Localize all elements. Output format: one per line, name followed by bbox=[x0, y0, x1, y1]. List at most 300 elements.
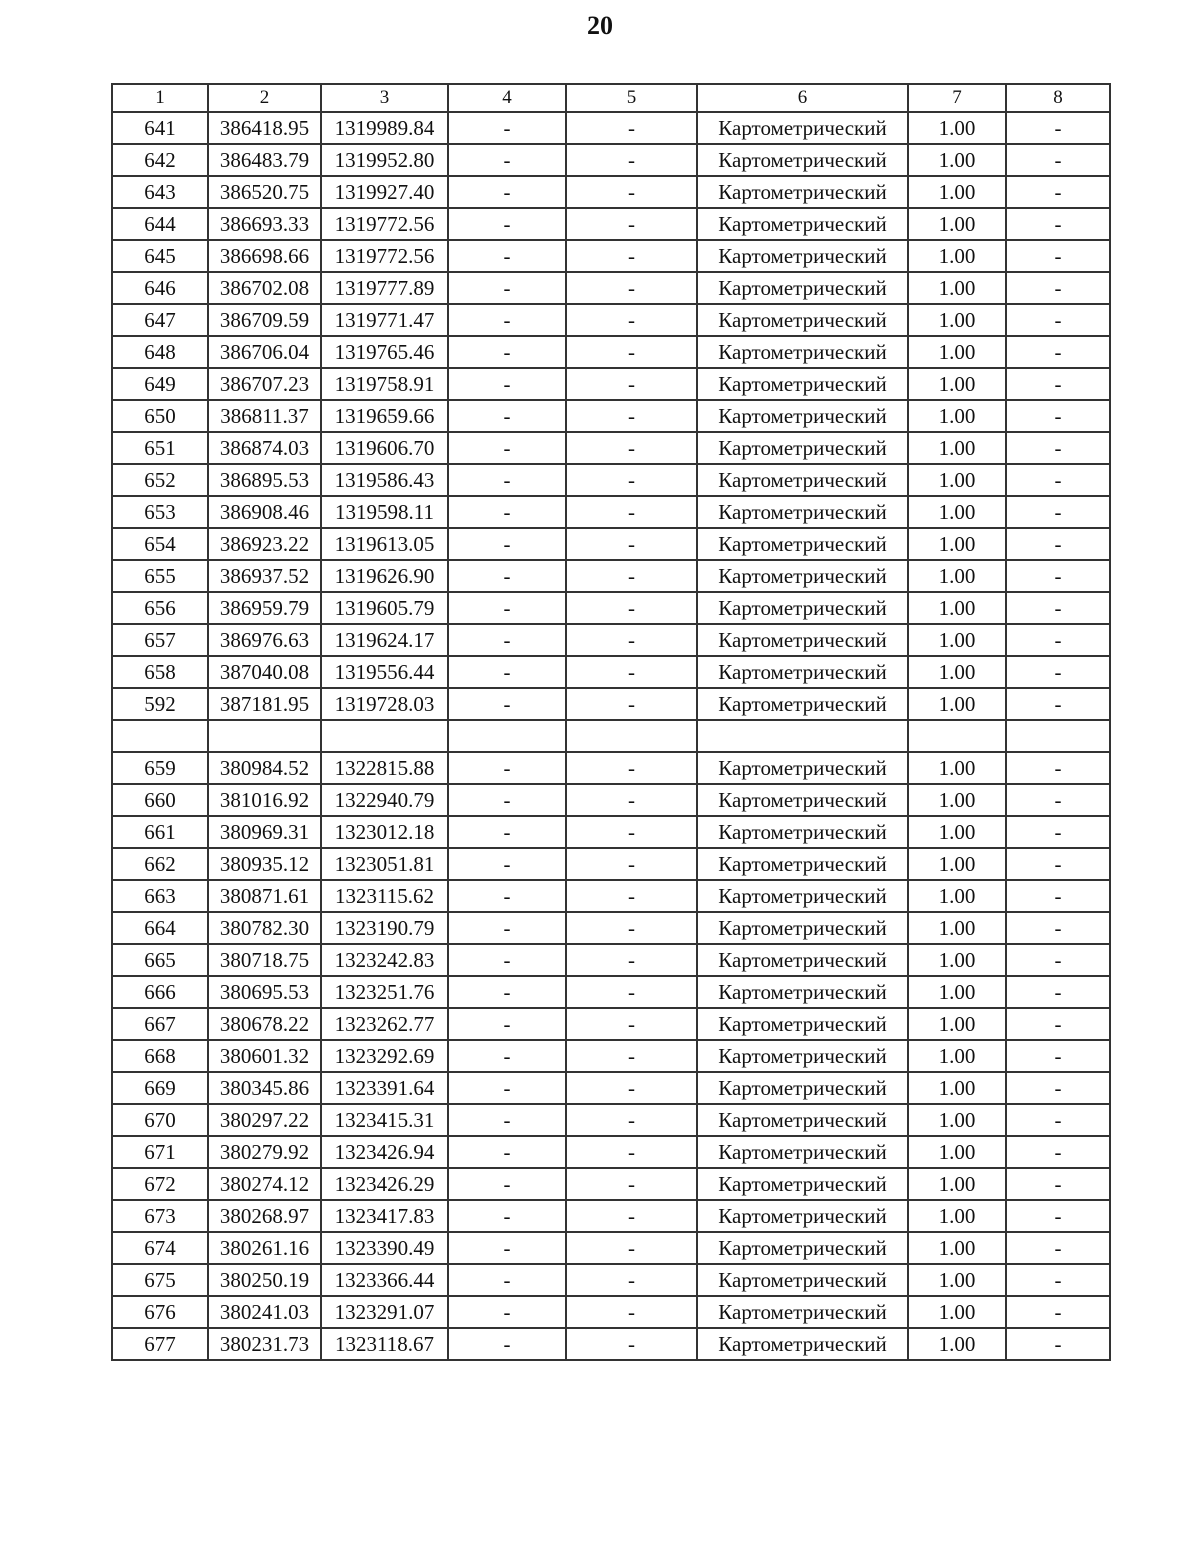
point-number-cell: 670 bbox=[112, 1104, 208, 1136]
accuracy-cell: 1.00 bbox=[908, 1200, 1006, 1232]
table-body bbox=[112, 84, 1110, 1360]
column-4-cell: - bbox=[448, 912, 566, 944]
column-4-cell: - bbox=[448, 1072, 566, 1104]
y-coordinate-cell: 1319586.43 bbox=[321, 464, 448, 496]
x-coordinate-cell: 386709.59 bbox=[208, 304, 321, 336]
table-row bbox=[112, 208, 1110, 240]
y-coordinate-cell: 1323262.77 bbox=[321, 1008, 448, 1040]
y-coordinate-cell: 1323415.31 bbox=[321, 1104, 448, 1136]
x-coordinate-cell: 380871.61 bbox=[208, 880, 321, 912]
column-8-cell: - bbox=[1006, 144, 1110, 176]
column-5-cell: - bbox=[566, 1072, 697, 1104]
table-row bbox=[112, 400, 1110, 432]
accuracy-cell: 1.00 bbox=[908, 112, 1006, 144]
y-coordinate-cell: 1319772.56 bbox=[321, 240, 448, 272]
column-8-cell: - bbox=[1006, 1008, 1110, 1040]
table-header-row bbox=[112, 84, 1110, 112]
column-4-cell: - bbox=[448, 1328, 566, 1360]
table-row bbox=[112, 1040, 1110, 1072]
accuracy-cell: 1.00 bbox=[908, 880, 1006, 912]
column-4-cell: - bbox=[448, 400, 566, 432]
column-8-cell: - bbox=[1006, 496, 1110, 528]
accuracy-cell: 1.00 bbox=[908, 336, 1006, 368]
y-coordinate-cell: 1323426.29 bbox=[321, 1168, 448, 1200]
accuracy-cell: 1.00 bbox=[908, 976, 1006, 1008]
method-cell: Картометрический bbox=[697, 1296, 908, 1328]
column-4-cell: - bbox=[448, 144, 566, 176]
point-number-cell: 641 bbox=[112, 112, 208, 144]
method-cell: Картометрический bbox=[697, 1136, 908, 1168]
method-cell: Картометрический bbox=[697, 1200, 908, 1232]
y-coordinate-cell: 1319772.56 bbox=[321, 208, 448, 240]
y-coordinate-cell: 1322815.88 bbox=[321, 752, 448, 784]
point-number-cell: 675 bbox=[112, 1264, 208, 1296]
column-4-cell: - bbox=[448, 592, 566, 624]
column-5-cell: - bbox=[566, 176, 697, 208]
method-cell bbox=[697, 720, 908, 752]
column-header: 6 bbox=[697, 84, 908, 112]
column-8-cell: - bbox=[1006, 688, 1110, 720]
method-cell: Картометрический bbox=[697, 528, 908, 560]
column-4-cell: - bbox=[448, 112, 566, 144]
method-cell: Картометрический bbox=[697, 1328, 908, 1360]
x-coordinate-cell: 380969.31 bbox=[208, 816, 321, 848]
y-coordinate-cell: 1319771.47 bbox=[321, 304, 448, 336]
table-row bbox=[112, 528, 1110, 560]
point-number-cell: 673 bbox=[112, 1200, 208, 1232]
point-number-cell: 667 bbox=[112, 1008, 208, 1040]
accuracy-cell: 1.00 bbox=[908, 432, 1006, 464]
y-coordinate-cell: 1319605.79 bbox=[321, 592, 448, 624]
x-coordinate-cell: 386483.79 bbox=[208, 144, 321, 176]
method-cell: Картометрический bbox=[697, 560, 908, 592]
x-coordinate-cell: 387181.95 bbox=[208, 688, 321, 720]
column-5-cell: - bbox=[566, 496, 697, 528]
table-row bbox=[112, 144, 1110, 176]
column-8-cell: - bbox=[1006, 176, 1110, 208]
column-8-cell: - bbox=[1006, 944, 1110, 976]
accuracy-cell: 1.00 bbox=[908, 1104, 1006, 1136]
x-coordinate-cell: 386811.37 bbox=[208, 400, 321, 432]
accuracy-cell: 1.00 bbox=[908, 1040, 1006, 1072]
x-coordinate-cell: 386923.22 bbox=[208, 528, 321, 560]
column-8-cell: - bbox=[1006, 1200, 1110, 1232]
column-5-cell: - bbox=[566, 592, 697, 624]
x-coordinate-cell: 386908.46 bbox=[208, 496, 321, 528]
method-cell: Картометрический bbox=[697, 784, 908, 816]
table-row bbox=[112, 592, 1110, 624]
x-coordinate-cell: 380297.22 bbox=[208, 1104, 321, 1136]
method-cell: Картометрический bbox=[697, 1168, 908, 1200]
point-number-cell: 661 bbox=[112, 816, 208, 848]
column-5-cell: - bbox=[566, 272, 697, 304]
point-number-cell: 677 bbox=[112, 1328, 208, 1360]
column-4-cell: - bbox=[448, 1232, 566, 1264]
point-number-cell: 663 bbox=[112, 880, 208, 912]
table-row bbox=[112, 496, 1110, 528]
y-coordinate-cell bbox=[321, 720, 448, 752]
column-header: 1 bbox=[112, 84, 208, 112]
accuracy-cell: 1.00 bbox=[908, 1328, 1006, 1360]
table-row bbox=[112, 560, 1110, 592]
method-cell: Картометрический bbox=[697, 624, 908, 656]
accuracy-cell: 1.00 bbox=[908, 1072, 1006, 1104]
method-cell: Картометрический bbox=[697, 272, 908, 304]
method-cell: Картометрический bbox=[697, 336, 908, 368]
x-coordinate-cell: 380274.12 bbox=[208, 1168, 321, 1200]
column-4-cell: - bbox=[448, 368, 566, 400]
column-5-cell: - bbox=[566, 1136, 697, 1168]
table-row bbox=[112, 112, 1110, 144]
column-5-cell: - bbox=[566, 848, 697, 880]
y-coordinate-cell: 1323292.69 bbox=[321, 1040, 448, 1072]
column-8-cell: - bbox=[1006, 240, 1110, 272]
column-4-cell: - bbox=[448, 208, 566, 240]
point-number-cell: 649 bbox=[112, 368, 208, 400]
accuracy-cell: 1.00 bbox=[908, 688, 1006, 720]
column-4-cell: - bbox=[448, 1296, 566, 1328]
method-cell: Картометрический bbox=[697, 1264, 908, 1296]
column-5-cell: - bbox=[566, 1008, 697, 1040]
column-8-cell: - bbox=[1006, 752, 1110, 784]
x-coordinate-cell: 380241.03 bbox=[208, 1296, 321, 1328]
method-cell: Картометрический bbox=[697, 1104, 908, 1136]
column-5-cell: - bbox=[566, 208, 697, 240]
table-row bbox=[112, 1136, 1110, 1168]
point-number-cell: 658 bbox=[112, 656, 208, 688]
table-row bbox=[112, 944, 1110, 976]
y-coordinate-cell: 1319927.40 bbox=[321, 176, 448, 208]
column-5-cell: - bbox=[566, 144, 697, 176]
column-header: 8 bbox=[1006, 84, 1110, 112]
column-8-cell: - bbox=[1006, 592, 1110, 624]
accuracy-cell: 1.00 bbox=[908, 464, 1006, 496]
method-cell: Картометрический bbox=[697, 1072, 908, 1104]
x-coordinate-cell: 380279.92 bbox=[208, 1136, 321, 1168]
method-cell: Картометрический bbox=[697, 656, 908, 688]
y-coordinate-cell: 1323012.18 bbox=[321, 816, 448, 848]
x-coordinate-cell: 386895.53 bbox=[208, 464, 321, 496]
column-header: 5 bbox=[566, 84, 697, 112]
table-row bbox=[112, 1264, 1110, 1296]
table-row bbox=[112, 1104, 1110, 1136]
column-8-cell: - bbox=[1006, 1168, 1110, 1200]
point-number-cell: 660 bbox=[112, 784, 208, 816]
point-number-cell: 646 bbox=[112, 272, 208, 304]
x-coordinate-cell: 386702.08 bbox=[208, 272, 321, 304]
method-cell: Картометрический bbox=[697, 880, 908, 912]
column-8-cell: - bbox=[1006, 1040, 1110, 1072]
point-number-cell: 643 bbox=[112, 176, 208, 208]
column-5-cell: - bbox=[566, 1328, 697, 1360]
column-4-cell: - bbox=[448, 656, 566, 688]
method-cell: Картометрический bbox=[697, 1008, 908, 1040]
accuracy-cell: 1.00 bbox=[908, 624, 1006, 656]
column-5-cell: - bbox=[566, 976, 697, 1008]
y-coordinate-cell: 1323251.76 bbox=[321, 976, 448, 1008]
column-8-cell: - bbox=[1006, 1136, 1110, 1168]
point-number-cell: 665 bbox=[112, 944, 208, 976]
method-cell: Картометрический bbox=[697, 432, 908, 464]
column-8-cell: - bbox=[1006, 272, 1110, 304]
method-cell: Картометрический bbox=[697, 496, 908, 528]
accuracy-cell: 1.00 bbox=[908, 272, 1006, 304]
point-number-cell: 669 bbox=[112, 1072, 208, 1104]
y-coordinate-cell: 1322940.79 bbox=[321, 784, 448, 816]
column-5-cell: - bbox=[566, 1104, 697, 1136]
x-coordinate-cell: 380984.52 bbox=[208, 752, 321, 784]
y-coordinate-cell: 1319777.89 bbox=[321, 272, 448, 304]
column-header: 3 bbox=[321, 84, 448, 112]
method-cell: Картометрический bbox=[697, 816, 908, 848]
accuracy-cell: 1.00 bbox=[908, 1264, 1006, 1296]
table-row bbox=[112, 336, 1110, 368]
y-coordinate-cell: 1319613.05 bbox=[321, 528, 448, 560]
column-4-cell: - bbox=[448, 976, 566, 1008]
method-cell: Картометрический bbox=[697, 976, 908, 1008]
column-4-cell: - bbox=[448, 272, 566, 304]
x-coordinate-cell: 380782.30 bbox=[208, 912, 321, 944]
accuracy-cell: 1.00 bbox=[908, 144, 1006, 176]
column-5-cell: - bbox=[566, 560, 697, 592]
column-4-cell: - bbox=[448, 784, 566, 816]
table-row bbox=[112, 240, 1110, 272]
column-8-cell bbox=[1006, 720, 1110, 752]
accuracy-cell: 1.00 bbox=[908, 656, 1006, 688]
column-8-cell: - bbox=[1006, 336, 1110, 368]
table-row bbox=[112, 1232, 1110, 1264]
column-4-cell: - bbox=[448, 880, 566, 912]
column-5-cell: - bbox=[566, 1264, 697, 1296]
column-5-cell: - bbox=[566, 688, 697, 720]
point-number-cell: 647 bbox=[112, 304, 208, 336]
point-number-cell: 642 bbox=[112, 144, 208, 176]
y-coordinate-cell: 1319728.03 bbox=[321, 688, 448, 720]
column-8-cell: - bbox=[1006, 112, 1110, 144]
table-row bbox=[112, 304, 1110, 336]
y-coordinate-cell: 1323115.62 bbox=[321, 880, 448, 912]
method-cell: Картометрический bbox=[697, 208, 908, 240]
y-coordinate-cell: 1323366.44 bbox=[321, 1264, 448, 1296]
column-8-cell: - bbox=[1006, 912, 1110, 944]
column-4-cell: - bbox=[448, 816, 566, 848]
method-cell: Картометрический bbox=[697, 592, 908, 624]
column-4-cell bbox=[448, 720, 566, 752]
column-8-cell: - bbox=[1006, 1232, 1110, 1264]
column-4-cell: - bbox=[448, 176, 566, 208]
column-5-cell: - bbox=[566, 240, 697, 272]
point-number-cell: 668 bbox=[112, 1040, 208, 1072]
column-5-cell: - bbox=[566, 432, 697, 464]
column-8-cell: - bbox=[1006, 880, 1110, 912]
column-5-cell: - bbox=[566, 304, 697, 336]
table-row bbox=[112, 1008, 1110, 1040]
x-coordinate-cell: 380261.16 bbox=[208, 1232, 321, 1264]
accuracy-cell bbox=[908, 720, 1006, 752]
column-8-cell: - bbox=[1006, 1104, 1110, 1136]
column-8-cell: - bbox=[1006, 432, 1110, 464]
column-5-cell: - bbox=[566, 912, 697, 944]
column-8-cell: - bbox=[1006, 816, 1110, 848]
x-coordinate-cell: 386874.03 bbox=[208, 432, 321, 464]
y-coordinate-cell: 1319598.11 bbox=[321, 496, 448, 528]
point-number-cell: 671 bbox=[112, 1136, 208, 1168]
accuracy-cell: 1.00 bbox=[908, 912, 1006, 944]
method-cell: Картометрический bbox=[697, 464, 908, 496]
column-5-cell: - bbox=[566, 1232, 697, 1264]
x-coordinate-cell: 386706.04 bbox=[208, 336, 321, 368]
point-number-cell: 654 bbox=[112, 528, 208, 560]
column-5-cell: - bbox=[566, 784, 697, 816]
column-4-cell: - bbox=[448, 336, 566, 368]
accuracy-cell: 1.00 bbox=[908, 752, 1006, 784]
accuracy-cell: 1.00 bbox=[908, 304, 1006, 336]
accuracy-cell: 1.00 bbox=[908, 208, 1006, 240]
x-coordinate-cell: 381016.92 bbox=[208, 784, 321, 816]
point-number-cell: 645 bbox=[112, 240, 208, 272]
table-row bbox=[112, 1328, 1110, 1360]
column-4-cell: - bbox=[448, 304, 566, 336]
x-coordinate-cell: 386693.33 bbox=[208, 208, 321, 240]
column-5-cell: - bbox=[566, 528, 697, 560]
column-4-cell: - bbox=[448, 848, 566, 880]
column-8-cell: - bbox=[1006, 1296, 1110, 1328]
method-cell: Картометрический bbox=[697, 1040, 908, 1072]
point-number-cell: 672 bbox=[112, 1168, 208, 1200]
y-coordinate-cell: 1323242.83 bbox=[321, 944, 448, 976]
accuracy-cell: 1.00 bbox=[908, 1168, 1006, 1200]
y-coordinate-cell: 1319556.44 bbox=[321, 656, 448, 688]
method-cell: Картометрический bbox=[697, 848, 908, 880]
x-coordinate-cell: 386937.52 bbox=[208, 560, 321, 592]
table-row bbox=[112, 720, 1110, 752]
column-8-cell: - bbox=[1006, 368, 1110, 400]
column-4-cell: - bbox=[448, 496, 566, 528]
point-number-cell: 651 bbox=[112, 432, 208, 464]
point-number-cell: 644 bbox=[112, 208, 208, 240]
x-coordinate-cell: 386707.23 bbox=[208, 368, 321, 400]
y-coordinate-cell: 1323417.83 bbox=[321, 1200, 448, 1232]
column-8-cell: - bbox=[1006, 208, 1110, 240]
column-8-cell: - bbox=[1006, 304, 1110, 336]
x-coordinate-cell: 380250.19 bbox=[208, 1264, 321, 1296]
column-4-cell: - bbox=[448, 752, 566, 784]
table-row bbox=[112, 752, 1110, 784]
column-8-cell: - bbox=[1006, 656, 1110, 688]
x-coordinate-cell: 380935.12 bbox=[208, 848, 321, 880]
accuracy-cell: 1.00 bbox=[908, 240, 1006, 272]
table-row bbox=[112, 656, 1110, 688]
x-coordinate-cell: 387040.08 bbox=[208, 656, 321, 688]
table-row bbox=[112, 272, 1110, 304]
table-row bbox=[112, 432, 1110, 464]
point-number-cell: 592 bbox=[112, 688, 208, 720]
x-coordinate-cell: 386418.95 bbox=[208, 112, 321, 144]
accuracy-cell: 1.00 bbox=[908, 528, 1006, 560]
x-coordinate-cell: 380345.86 bbox=[208, 1072, 321, 1104]
column-header: 2 bbox=[208, 84, 321, 112]
y-coordinate-cell: 1323391.64 bbox=[321, 1072, 448, 1104]
x-coordinate-cell: 386520.75 bbox=[208, 176, 321, 208]
page-number: 20 bbox=[587, 11, 613, 40]
column-4-cell: - bbox=[448, 1136, 566, 1168]
y-coordinate-cell: 1319952.80 bbox=[321, 144, 448, 176]
y-coordinate-cell: 1323426.94 bbox=[321, 1136, 448, 1168]
table-row bbox=[112, 880, 1110, 912]
column-4-cell: - bbox=[448, 1168, 566, 1200]
column-4-cell: - bbox=[448, 1008, 566, 1040]
column-5-cell: - bbox=[566, 752, 697, 784]
y-coordinate-cell: 1323190.79 bbox=[321, 912, 448, 944]
column-5-cell: - bbox=[566, 1168, 697, 1200]
point-number-cell: 662 bbox=[112, 848, 208, 880]
accuracy-cell: 1.00 bbox=[908, 496, 1006, 528]
table-row bbox=[112, 976, 1110, 1008]
x-coordinate-cell: 380695.53 bbox=[208, 976, 321, 1008]
column-5-cell: - bbox=[566, 944, 697, 976]
accuracy-cell: 1.00 bbox=[908, 176, 1006, 208]
column-4-cell: - bbox=[448, 1104, 566, 1136]
accuracy-cell: 1.00 bbox=[908, 848, 1006, 880]
table-row bbox=[112, 784, 1110, 816]
method-cell: Картометрический bbox=[697, 400, 908, 432]
method-cell: Картометрический bbox=[697, 304, 908, 336]
column-header: 4 bbox=[448, 84, 566, 112]
point-number-cell: 653 bbox=[112, 496, 208, 528]
y-coordinate-cell: 1319758.91 bbox=[321, 368, 448, 400]
accuracy-cell: 1.00 bbox=[908, 368, 1006, 400]
point-number-cell: 648 bbox=[112, 336, 208, 368]
column-8-cell: - bbox=[1006, 976, 1110, 1008]
x-coordinate-cell: 380678.22 bbox=[208, 1008, 321, 1040]
column-5-cell: - bbox=[566, 464, 697, 496]
column-5-cell: - bbox=[566, 1040, 697, 1072]
column-4-cell: - bbox=[448, 240, 566, 272]
column-8-cell: - bbox=[1006, 1328, 1110, 1360]
column-4-cell: - bbox=[448, 1200, 566, 1232]
table-row bbox=[112, 368, 1110, 400]
point-number-cell bbox=[112, 720, 208, 752]
x-coordinate-cell: 386698.66 bbox=[208, 240, 321, 272]
column-4-cell: - bbox=[448, 464, 566, 496]
column-4-cell: - bbox=[448, 1264, 566, 1296]
table-row bbox=[112, 688, 1110, 720]
column-4-cell: - bbox=[448, 528, 566, 560]
column-8-cell: - bbox=[1006, 400, 1110, 432]
method-cell: Картометрический bbox=[697, 944, 908, 976]
column-8-cell: - bbox=[1006, 1264, 1110, 1296]
method-cell: Картометрический bbox=[697, 112, 908, 144]
x-coordinate-cell: 386976.63 bbox=[208, 624, 321, 656]
y-coordinate-cell: 1323390.49 bbox=[321, 1232, 448, 1264]
coordinates-table bbox=[111, 83, 1111, 1361]
accuracy-cell: 1.00 bbox=[908, 816, 1006, 848]
table-row bbox=[112, 1072, 1110, 1104]
table-row bbox=[112, 1296, 1110, 1328]
table-row bbox=[112, 624, 1110, 656]
method-cell: Картометрический bbox=[697, 368, 908, 400]
column-4-cell: - bbox=[448, 688, 566, 720]
accuracy-cell: 1.00 bbox=[908, 1232, 1006, 1264]
method-cell: Картометрический bbox=[697, 912, 908, 944]
accuracy-cell: 1.00 bbox=[908, 592, 1006, 624]
y-coordinate-cell: 1319765.46 bbox=[321, 336, 448, 368]
accuracy-cell: 1.00 bbox=[908, 400, 1006, 432]
accuracy-cell: 1.00 bbox=[908, 560, 1006, 592]
point-number-cell: 674 bbox=[112, 1232, 208, 1264]
accuracy-cell: 1.00 bbox=[908, 1136, 1006, 1168]
y-coordinate-cell: 1319606.70 bbox=[321, 432, 448, 464]
